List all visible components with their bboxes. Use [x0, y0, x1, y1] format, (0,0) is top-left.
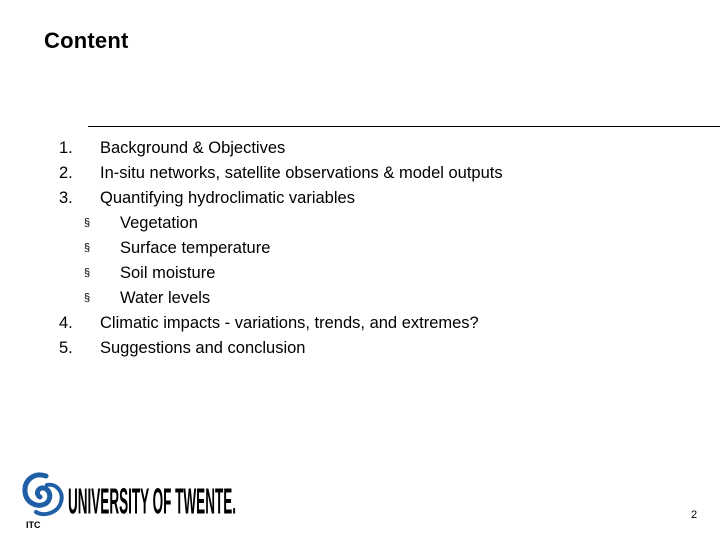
agenda-subitem	[0, 211, 720, 236]
square-bullet-icon: §	[84, 267, 91, 279]
agenda-item-number: 1.	[59, 139, 73, 157]
square-bullet-icon: §	[84, 292, 91, 304]
agenda-item-text: Climatic impacts - variations, trends, and extremes?	[100, 314, 479, 332]
university-logo	[20, 468, 240, 534]
page-number: 2	[691, 509, 698, 521]
agenda-subitem	[0, 286, 720, 311]
title-divider	[88, 126, 720, 127]
agenda-item-number: 5.	[59, 339, 73, 357]
agenda-subitem	[0, 261, 720, 286]
agenda-list	[0, 136, 720, 361]
square-bullet-icon: §	[84, 242, 91, 254]
university-wordmark: UNIVERSITY OF TWENTE.	[68, 480, 237, 522]
agenda-item	[0, 186, 720, 211]
agenda-subitem-text: Vegetation	[120, 214, 198, 232]
agenda-subitem-text: Soil moisture	[120, 264, 216, 282]
agenda-item-number: 3.	[59, 189, 73, 207]
itc-swirl-icon	[25, 475, 62, 514]
agenda-item-text: Background & Objectives	[100, 139, 286, 157]
agenda-item-text: Quantifying hydroclimatic variables	[100, 189, 355, 207]
agenda-subitem	[0, 236, 720, 261]
itc-logo-text: ITC	[26, 520, 41, 530]
agenda-item	[0, 136, 720, 161]
agenda-item	[0, 336, 720, 361]
agenda-item	[0, 311, 720, 336]
agenda-item	[0, 161, 720, 186]
agenda-item-text: Suggestions and conclusion	[100, 339, 306, 357]
agenda-item-number: 2.	[59, 164, 73, 182]
agenda-subitem-text: Surface temperature	[120, 239, 271, 257]
agenda-item-text: In-situ networks, satellite observations & model outputs	[100, 164, 503, 182]
slide-title: Content	[44, 28, 129, 53]
square-bullet-icon: §	[84, 217, 91, 229]
agenda-item-number: 4.	[59, 314, 73, 332]
agenda-subitem-text: Water levels	[120, 289, 211, 307]
